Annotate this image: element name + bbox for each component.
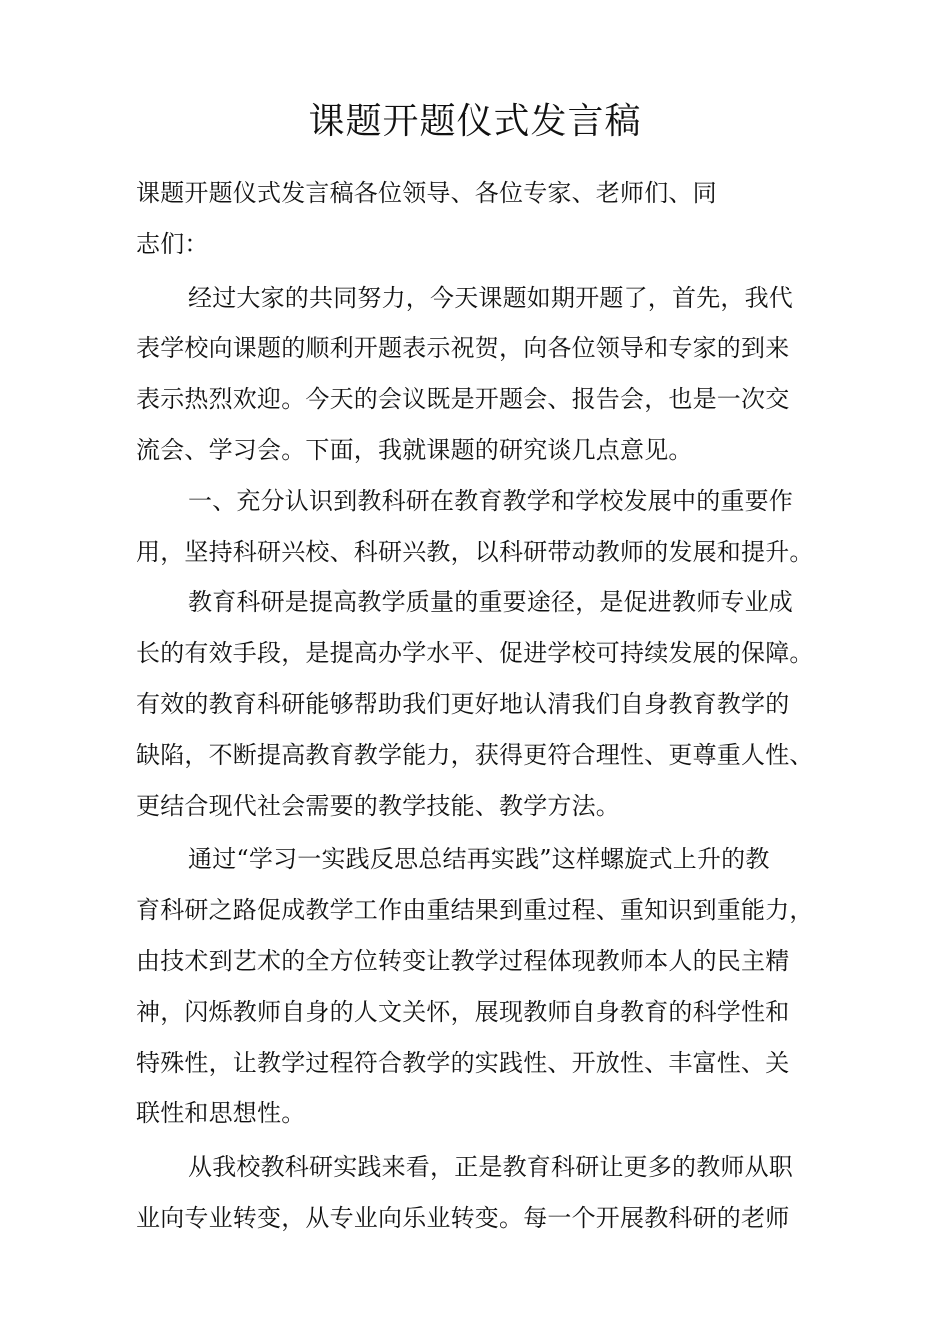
document-title: 课题开题仪式发言稿 — [308, 101, 642, 142]
text-line: 流会、学习会。下面，我就课题的研究谈几点意见。 — [136, 435, 693, 464]
paragraph-first-line: 经过大家的共同努力，今天课题如期开题了，首先，我代 — [188, 283, 793, 312]
text-line: 课题开题仪式发言稿各位领导、各位专家、老师们、同 — [136, 179, 717, 207]
text-line: 表学校向课题的顺利开题表示祝贺，向各位领导和专家的到来 — [136, 334, 790, 363]
text-line: 由技术到艺术的全方位转变让教学过程体现教师本人的民主精 — [136, 946, 790, 975]
text-line: 联性和思想性。 — [136, 1099, 306, 1128]
text-line: 表示热烈欢迎。今天的会议既是开题会、报告会，也是一次交 — [136, 385, 790, 414]
text-line: 育科研之路促成教学工作由重结果到重过程、重知识到重能力， — [136, 896, 814, 925]
paragraph-first-line: 教育科研是提高教学质量的重要途径，是促进教师专业成 — [188, 588, 793, 617]
text-line: 用，坚持科研兴校、科研兴教，以科研带动教师的发展和提升。 — [136, 537, 814, 566]
paragraph-first-line: 通过“学习一实践反思总结再实践”这样螺旋式上升的教 — [188, 845, 770, 874]
text-line: 更结合现代社会需要的教学技能、教学方法。 — [136, 791, 620, 820]
text-line: 缺陷，不断提高教育教学能力，获得更符合理性、更尊重人性、 — [136, 740, 814, 769]
paragraph-first-line: 一、充分认识到教科研在教育教学和学校发展中的重要作 — [188, 486, 793, 515]
text-line: 神，闪烁教师自身的人文关怀，展现教师自身教育的科学性和 — [136, 997, 790, 1026]
text-line: 特殊性，让教学过程符合教学的实践性、开放性、丰富性、关 — [136, 1048, 790, 1077]
paragraph-first-line: 从我校教科研实践来看，正是教育科研让更多的教师从职 — [188, 1153, 793, 1182]
text-line: 长的有效手段，是提高办学水平、促进学校可持续发展的保障。 — [136, 639, 814, 668]
text-line: 业向专业转变，从专业向乐业转变。每一个开展教科研的老师 — [136, 1203, 790, 1232]
text-line: 志们： — [136, 229, 209, 258]
document-body — [136, 168, 836, 1244]
text-line: 有效的教育科研能够帮助我们更好地认清我们自身教育教学的 — [136, 689, 790, 718]
